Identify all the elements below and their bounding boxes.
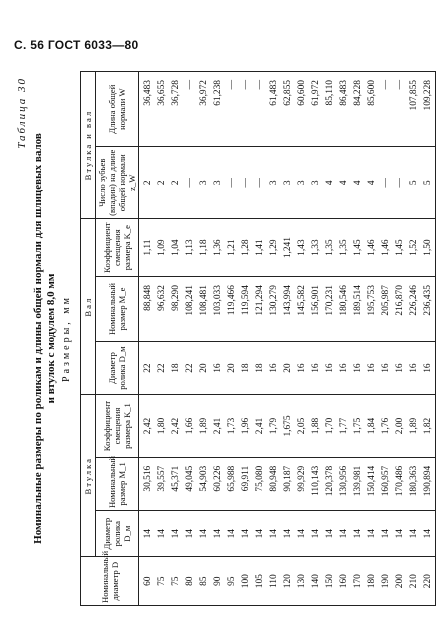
sleeve-coef-cell: 1,89 bbox=[407, 395, 421, 458]
sleeve-size-cell: 49,045 bbox=[183, 457, 197, 510]
nominal-diameter-cell: 75 bbox=[155, 557, 169, 606]
teeth-count-cell: 4 bbox=[351, 147, 365, 219]
sleeve-coef-cell: 1,675 bbox=[281, 395, 295, 458]
normal-length-cell: 85,110 bbox=[323, 72, 337, 147]
sleeve-size-cell: 99,929 bbox=[295, 457, 309, 510]
teeth-count-cell: — bbox=[183, 147, 197, 219]
sleeve-coef-cell: 1,76 bbox=[379, 395, 393, 458]
normal-length-cell: — bbox=[253, 72, 267, 147]
shaft-roller-cell: 16 bbox=[365, 341, 379, 394]
sleeve-size-cell: 120,378 bbox=[323, 457, 337, 510]
header-shaft-nominal-size: Номинальный размер M_e bbox=[96, 277, 139, 342]
shaft-coef-cell: 1,13 bbox=[183, 219, 197, 277]
shaft-size-cell: 103,033 bbox=[211, 277, 225, 342]
teeth-count-cell: 3 bbox=[281, 147, 295, 219]
sleeve-roller-cell: 14 bbox=[379, 511, 393, 557]
shaft-size-cell: 119,594 bbox=[239, 277, 253, 342]
sleeve-coef-cell: 1,96 bbox=[239, 395, 253, 458]
normal-length-cell: 62,855 bbox=[281, 72, 295, 147]
nominal-diameter-cell: 210 bbox=[407, 557, 421, 606]
nominal-diameter-cell: 170 bbox=[351, 557, 365, 606]
shaft-size-cell: 121,294 bbox=[253, 277, 267, 342]
sleeve-coef-cell: 1,82 bbox=[421, 395, 436, 458]
shaft-coef-cell: 1,41 bbox=[253, 219, 267, 277]
sleeve-size-cell: 54,903 bbox=[197, 457, 211, 510]
nominal-diameter-cell: 100 bbox=[239, 557, 253, 606]
nominal-diameter-cell: 160 bbox=[337, 557, 351, 606]
nominal-diameter-cell: 130 bbox=[295, 557, 309, 606]
shaft-coef-cell: 1,28 bbox=[239, 219, 253, 277]
shaft-roller-cell: 18 bbox=[169, 341, 183, 394]
table-row bbox=[393, 72, 407, 606]
shaft-size-cell: 180,546 bbox=[337, 277, 351, 342]
sleeve-size-cell: 110,143 bbox=[309, 457, 323, 510]
normal-length-cell: 36,655 bbox=[155, 72, 169, 147]
teeth-count-cell: — bbox=[379, 147, 393, 219]
sleeve-coef-cell: 2,00 bbox=[393, 395, 407, 458]
shaft-size-cell: 170,231 bbox=[323, 277, 337, 342]
sleeve-coef-cell: 1,79 bbox=[267, 395, 281, 458]
shaft-coef-cell: 1,43 bbox=[295, 219, 309, 277]
shaft-coef-cell: 1,29 bbox=[267, 219, 281, 277]
table-label: Таблица 30 bbox=[16, 77, 28, 149]
normal-length-cell: 36,972 bbox=[197, 72, 211, 147]
sleeve-size-cell: 90,187 bbox=[281, 457, 295, 510]
table-body bbox=[139, 72, 436, 606]
header-group-sleeve-shaft: Втулка и вал bbox=[81, 72, 96, 219]
header-nominal-diameter: Номинальный диаметр D bbox=[81, 557, 139, 606]
sleeve-size-cell: 139,981 bbox=[351, 457, 365, 510]
shaft-coef-cell: 1,21 bbox=[225, 219, 239, 277]
shaft-coef-cell: 1,09 bbox=[155, 219, 169, 277]
sleeve-size-cell: 160,957 bbox=[379, 457, 393, 510]
sleeve-size-cell: 80,948 bbox=[267, 457, 281, 510]
shaft-coef-cell: 1,36 bbox=[211, 219, 225, 277]
sleeve-roller-cell: 14 bbox=[183, 511, 197, 557]
normal-length-cell: 85,600 bbox=[365, 72, 379, 147]
teeth-count-cell: 4 bbox=[323, 147, 337, 219]
table-row bbox=[281, 72, 295, 606]
shaft-roller-cell: 16 bbox=[407, 341, 421, 394]
teeth-count-cell: 5 bbox=[421, 147, 436, 219]
shaft-roller-cell: 16 bbox=[421, 341, 436, 394]
normal-length-cell: — bbox=[183, 72, 197, 147]
sleeve-size-cell: 150,414 bbox=[365, 457, 379, 510]
table-row bbox=[407, 72, 421, 606]
normal-length-cell: — bbox=[393, 72, 407, 147]
sleeve-roller-cell: 14 bbox=[281, 511, 295, 557]
shaft-size-cell: 98,290 bbox=[169, 277, 183, 342]
teeth-count-cell: 3 bbox=[197, 147, 211, 219]
teeth-count-cell: 5 bbox=[407, 147, 421, 219]
table-row bbox=[211, 72, 225, 606]
table-row bbox=[253, 72, 267, 606]
normal-length-cell: 61,972 bbox=[309, 72, 323, 147]
nominal-diameter-cell: 90 bbox=[211, 557, 225, 606]
sleeve-roller-cell: 14 bbox=[139, 511, 156, 557]
teeth-count-cell: 3 bbox=[211, 147, 225, 219]
normal-length-cell: — bbox=[239, 72, 253, 147]
sleeve-coef-cell: 1,80 bbox=[155, 395, 169, 458]
sleeve-coef-cell: 2,42 bbox=[169, 395, 183, 458]
header-shaft-roller-diameter: Диаметр ролика D_м bbox=[96, 341, 139, 394]
normal-length-cell: 107,855 bbox=[407, 72, 421, 147]
sleeve-roller-cell: 14 bbox=[323, 511, 337, 557]
page-header: С. 56 ГОСТ 6033—80 bbox=[14, 38, 139, 52]
shaft-roller-cell: 16 bbox=[211, 341, 225, 394]
shaft-roller-cell: 16 bbox=[393, 341, 407, 394]
nominal-diameter-cell: 60 bbox=[139, 557, 156, 606]
shaft-roller-cell: 16 bbox=[309, 341, 323, 394]
table-row bbox=[337, 72, 351, 606]
sleeve-coef-cell: 1,89 bbox=[197, 395, 211, 458]
shaft-coef-cell: 1,50 bbox=[421, 219, 436, 277]
sleeve-roller-cell: 14 bbox=[309, 511, 323, 557]
shaft-coef-cell: 1,46 bbox=[379, 219, 393, 277]
shaft-roller-cell: 16 bbox=[337, 341, 351, 394]
teeth-count-cell: 2 bbox=[169, 147, 183, 219]
shaft-coef-cell: 1,45 bbox=[351, 219, 365, 277]
shaft-size-cell: 189,514 bbox=[351, 277, 365, 342]
table-row bbox=[197, 72, 211, 606]
nominal-diameter-cell: 190 bbox=[379, 557, 393, 606]
sleeve-roller-cell: 14 bbox=[407, 511, 421, 557]
teeth-count-cell: 2 bbox=[155, 147, 169, 219]
teeth-count-cell: — bbox=[253, 147, 267, 219]
shaft-size-cell: 130,279 bbox=[267, 277, 281, 342]
sleeve-size-cell: 75,080 bbox=[253, 457, 267, 510]
normal-length-cell: 109,228 bbox=[421, 72, 436, 147]
sleeve-roller-cell: 14 bbox=[351, 511, 365, 557]
shaft-roller-cell: 20 bbox=[197, 341, 211, 394]
table-row bbox=[365, 72, 379, 606]
sleeve-roller-cell: 14 bbox=[365, 511, 379, 557]
sleeve-size-cell: 39,557 bbox=[155, 457, 169, 510]
sleeve-roller-cell: 14 bbox=[295, 511, 309, 557]
normal-length-cell: 36,483 bbox=[139, 72, 156, 147]
shaft-size-cell: 108,481 bbox=[197, 277, 211, 342]
shaft-size-cell: 156,901 bbox=[309, 277, 323, 342]
table-row bbox=[139, 72, 156, 606]
shaft-coef-cell: 1,18 bbox=[197, 219, 211, 277]
shaft-coef-cell: 1,33 bbox=[309, 219, 323, 277]
sleeve-coef-cell: 1,73 bbox=[225, 395, 239, 458]
nominal-diameter-cell: 200 bbox=[393, 557, 407, 606]
teeth-count-cell: — bbox=[239, 147, 253, 219]
shaft-size-cell: 119,466 bbox=[225, 277, 239, 342]
sleeve-coef-cell: 1,75 bbox=[351, 395, 365, 458]
sleeve-size-cell: 130,956 bbox=[337, 457, 351, 510]
teeth-count-cell: 3 bbox=[309, 147, 323, 219]
table-row bbox=[421, 72, 436, 606]
table-row bbox=[155, 72, 169, 606]
shaft-coef-cell: 1,35 bbox=[337, 219, 351, 277]
nominal-diameter-cell: 140 bbox=[309, 557, 323, 606]
shaft-coef-cell: 1,46 bbox=[365, 219, 379, 277]
shaft-coef-cell: 1,04 bbox=[169, 219, 183, 277]
table-row bbox=[379, 72, 393, 606]
nominal-diameter-cell: 85 bbox=[197, 557, 211, 606]
shaft-roller-cell: 22 bbox=[155, 341, 169, 394]
nominal-diameter-cell: 180 bbox=[365, 557, 379, 606]
table-row bbox=[267, 72, 281, 606]
shaft-roller-cell: 16 bbox=[379, 341, 393, 394]
shaft-size-cell: 88,848 bbox=[139, 277, 156, 342]
nominal-diameter-cell: 105 bbox=[253, 557, 267, 606]
sleeve-coef-cell: 1,88 bbox=[309, 395, 323, 458]
nominal-diameter-cell: 120 bbox=[281, 557, 295, 606]
shaft-coef-cell: 1,45 bbox=[393, 219, 407, 277]
table-title bbox=[32, 71, 58, 606]
teeth-count-cell: 4 bbox=[365, 147, 379, 219]
shaft-roller-cell: 20 bbox=[225, 341, 239, 394]
sleeve-roller-cell: 14 bbox=[421, 511, 436, 557]
table-row bbox=[323, 72, 337, 606]
normal-length-cell: 86,483 bbox=[337, 72, 351, 147]
normal-length-cell: 84,228 bbox=[351, 72, 365, 147]
shaft-size-cell: 236,435 bbox=[421, 277, 436, 342]
sleeve-roller-cell: 14 bbox=[239, 511, 253, 557]
sleeve-size-cell: 69,911 bbox=[239, 457, 253, 510]
sleeve-size-cell: 45,371 bbox=[169, 457, 183, 510]
header-sleeve-roller-diameter: Диаметр ролика D_м bbox=[96, 511, 139, 557]
sleeve-size-cell: 190,894 bbox=[421, 457, 436, 510]
table-row bbox=[351, 72, 365, 606]
shaft-roller-cell: 16 bbox=[323, 341, 337, 394]
sleeve-roller-cell: 14 bbox=[253, 511, 267, 557]
nominal-diameter-cell: 80 bbox=[183, 557, 197, 606]
sleeve-coef-cell: 1,66 bbox=[183, 395, 197, 458]
table-row bbox=[239, 72, 253, 606]
normal-length-cell: — bbox=[225, 72, 239, 147]
table-row bbox=[225, 72, 239, 606]
teeth-count-cell: 2 bbox=[139, 147, 156, 219]
sleeve-size-cell: 180,363 bbox=[407, 457, 421, 510]
sleeve-coef-cell: 1,77 bbox=[337, 395, 351, 458]
shaft-size-cell: 216,870 bbox=[393, 277, 407, 342]
normal-length-cell: 61,483 bbox=[267, 72, 281, 147]
teeth-count-cell: 3 bbox=[267, 147, 281, 219]
shaft-size-cell: 226,246 bbox=[407, 277, 421, 342]
shaft-roller-cell: 20 bbox=[281, 341, 295, 394]
nominal-diameter-cell: 95 bbox=[225, 557, 239, 606]
nominal-diameter-cell: 150 bbox=[323, 557, 337, 606]
nominal-diameter-cell: 75 bbox=[169, 557, 183, 606]
sleeve-coef-cell: 1,70 bbox=[323, 395, 337, 458]
sleeve-roller-cell: 14 bbox=[197, 511, 211, 557]
sleeve-size-cell: 30,516 bbox=[139, 457, 156, 510]
sleeve-size-cell: 60,226 bbox=[211, 457, 225, 510]
shaft-size-cell: 143,994 bbox=[281, 277, 295, 342]
table-row bbox=[169, 72, 183, 606]
title-line-1: Номинальные размеры по роликам и длины общей нормали для шлицевых валов bbox=[32, 133, 44, 544]
table-row bbox=[183, 72, 197, 606]
normal-length-cell: 36,728 bbox=[169, 72, 183, 147]
teeth-count-cell: 3 bbox=[295, 147, 309, 219]
sleeve-roller-cell: 14 bbox=[155, 511, 169, 557]
sleeve-coef-cell: 2,41 bbox=[211, 395, 225, 458]
title-line-2: и втулок с модулем 8,0 мм bbox=[45, 273, 57, 404]
table-row bbox=[309, 72, 323, 606]
shaft-coef-cell: 1,35 bbox=[323, 219, 337, 277]
sleeve-coef-cell: 2,41 bbox=[253, 395, 267, 458]
header-common-normal-length: Длина общей нормали W bbox=[96, 72, 139, 147]
rotated-table-block bbox=[14, 71, 433, 606]
shaft-coef-cell: 1,241 bbox=[281, 219, 295, 277]
header-sleeve-offset-coefficient: Коэффициент смещения размера K_1 bbox=[96, 395, 139, 458]
header-group-sleeve: Втулка bbox=[81, 395, 96, 557]
teeth-count-cell: — bbox=[393, 147, 407, 219]
normal-length-cell: 60,600 bbox=[295, 72, 309, 147]
sleeve-coef-cell: 2,42 bbox=[139, 395, 156, 458]
header-group-shaft: Вал bbox=[81, 219, 96, 395]
nominal-diameter-cell: 220 bbox=[421, 557, 436, 606]
shaft-roller-cell: 16 bbox=[351, 341, 365, 394]
shaft-size-cell: 195,753 bbox=[365, 277, 379, 342]
sleeve-coef-cell: 1,84 bbox=[365, 395, 379, 458]
header-shaft-offset-coefficient: Коэффициент смещения размера K_e bbox=[96, 219, 139, 277]
shaft-size-cell: 96,632 bbox=[155, 277, 169, 342]
shaft-coef-cell: 1,11 bbox=[139, 219, 156, 277]
sleeve-roller-cell: 14 bbox=[267, 511, 281, 557]
teeth-count-cell: — bbox=[225, 147, 239, 219]
sleeve-size-cell: 170,486 bbox=[393, 457, 407, 510]
sleeve-roller-cell: 14 bbox=[169, 511, 183, 557]
units-caption: Размеры, мм bbox=[61, 295, 72, 382]
teeth-count-cell: 4 bbox=[337, 147, 351, 219]
shaft-size-cell: 205,987 bbox=[379, 277, 393, 342]
shaft-roller-cell: 18 bbox=[239, 341, 253, 394]
sleeve-roller-cell: 14 bbox=[337, 511, 351, 557]
shaft-size-cell: 108,241 bbox=[183, 277, 197, 342]
sleeve-roller-cell: 14 bbox=[225, 511, 239, 557]
shaft-roller-cell: 22 bbox=[183, 341, 197, 394]
shaft-roller-cell: 18 bbox=[253, 341, 267, 394]
nominal-diameter-cell: 110 bbox=[267, 557, 281, 606]
sleeve-coef-cell: 2,05 bbox=[295, 395, 309, 458]
header-sleeve-nominal-size: Номинальный размер M_1 bbox=[96, 457, 139, 510]
shaft-coef-cell: 1,52 bbox=[407, 219, 421, 277]
normal-length-cell: 61,238 bbox=[211, 72, 225, 147]
shaft-size-cell: 145,582 bbox=[295, 277, 309, 342]
shaft-roller-cell: 16 bbox=[295, 341, 309, 394]
shaft-roller-cell: 16 bbox=[267, 341, 281, 394]
normal-length-cell: — bbox=[379, 72, 393, 147]
data-table bbox=[80, 71, 436, 606]
sleeve-roller-cell: 14 bbox=[211, 511, 225, 557]
shaft-roller-cell: 22 bbox=[139, 341, 156, 394]
header-teeth-count: Число зубьев (впадин) на длине общей нормали z_W bbox=[96, 147, 139, 219]
sleeve-roller-cell: 14 bbox=[393, 511, 407, 557]
table-row bbox=[295, 72, 309, 606]
sleeve-size-cell: 65,988 bbox=[225, 457, 239, 510]
